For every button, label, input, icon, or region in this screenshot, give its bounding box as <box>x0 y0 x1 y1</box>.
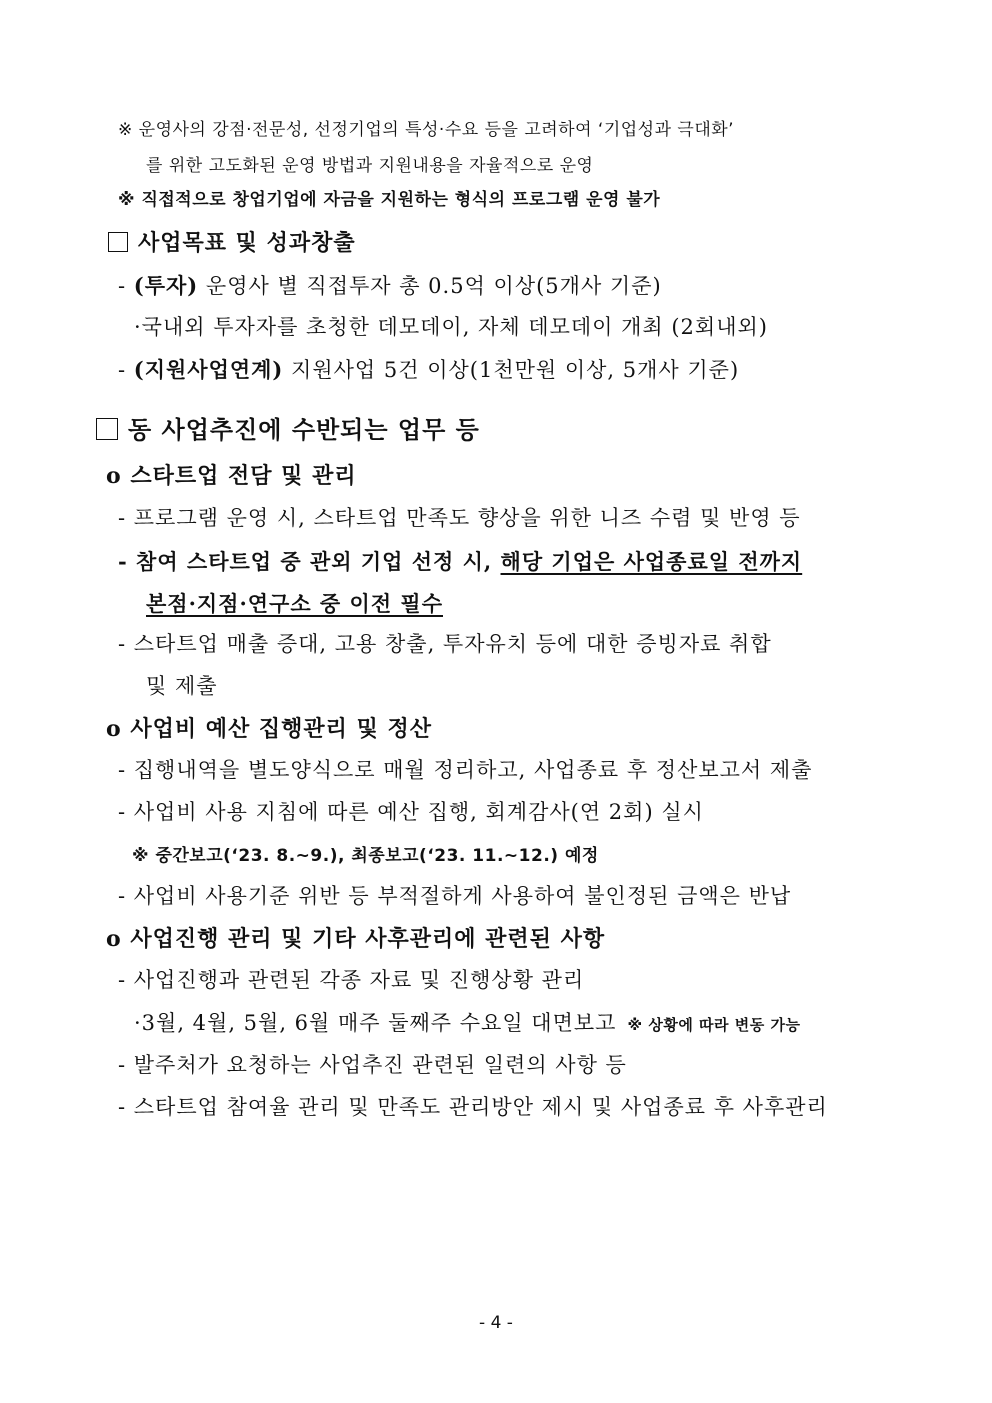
checkbox-square-icon <box>96 418 118 440</box>
weekly-report-note: ※ 상황에 따라 변동 가능 <box>627 1016 801 1034</box>
section-tasks-title: 동 사업추진에 수반되는 업무 등 <box>128 415 480 444</box>
group-c-item-aftercare: - 스타트업 참여율 관리 및 만족도 관리방안 제시 및 사업종료 후 사후관리 <box>118 1095 828 1119</box>
group-progress-title: o 사업진행 관리 및 기타 사후관리에 관련된 사항 <box>106 926 606 952</box>
goal-support-link-label: (지원사업연계) <box>133 357 284 382</box>
group-b-item-refund: - 사업비 사용기준 위반 등 부적절하게 사용하여 불인정된 금액은 반납 <box>118 884 792 908</box>
section-goals-heading <box>108 232 356 254</box>
dash: - <box>118 274 134 298</box>
group-b-item-audit: - 사업비 사용 지침에 따른 예산 집행, 회계감사(연 2회) 실시 <box>118 800 704 824</box>
weekly-report-text: ·3월, 4월, 5월, 6월 매주 둘째주 수요일 대면보고 <box>134 1011 617 1035</box>
group-budget-title: o 사업비 예산 집행관리 및 정산 <box>106 716 432 742</box>
group-a-item-evidence-line2: 및 제출 <box>146 674 218 698</box>
note-no-direct-funding: ※ 직접적으로 창업기업에 자금을 지원하는 형식의 프로그램 운영 불가 <box>118 190 661 210</box>
note-operation-autonomy-line2: 를 위한 고도화된 운영 방법과 지원내용을 자율적으로 운영 <box>146 156 594 176</box>
goal-investment-label: (투자) <box>133 273 199 298</box>
group-b-report-note: ※ 중간보고(‘23. 8.~9.), 최종보고(‘23. 11.~12.) 예정 <box>132 846 599 866</box>
group-a-item-needs: - 프로그램 운영 시, 스타트업 만족도 향상을 위한 니즈 수렴 및 반영 등 <box>118 506 801 530</box>
section-tasks-heading <box>96 415 480 444</box>
page-number: - 4 - <box>479 1313 513 1333</box>
checkbox-square-icon <box>108 232 128 252</box>
relocation-underlined: 해당 기업은 사업종료일 전까지 <box>500 549 803 574</box>
section-goals-title: 사업목표 및 성과창출 <box>138 230 356 256</box>
group-c-item-progress-sub <box>134 1013 800 1034</box>
group-c-item-progress: - 사업진행과 관련된 각종 자료 및 진행상황 관리 <box>118 968 585 992</box>
goal-investment-text: 운영사 별 직접투자 총 0.5억 이상(5개사 기준) <box>198 274 662 298</box>
note-operation-autonomy-line1: ※ 운영사의 강점·전문성, 선정기업의 특성·수요 등을 고려하여 ‘기업성과 극대화’ <box>118 120 735 140</box>
relocation-prefix: - 참여 스타트업 중 관외 기업 선정 시, <box>118 549 501 574</box>
group-a-item-relocation-line2: 본점·지점·연구소 중 이전 필수 <box>146 591 443 616</box>
group-b-item-monthly: - 집행내역을 별도양식으로 매월 정리하고, 사업종료 후 정산보고서 제출 <box>118 758 813 782</box>
goal-support-link-item <box>118 359 739 381</box>
goal-investment-subitem: ·국내외 투자자를 초청한 데모데이, 자체 데모데이 개최 (2회내외) <box>134 315 768 339</box>
group-startup-management-title: o 스타트업 전담 및 관리 <box>106 463 357 489</box>
goal-support-link-text: 지원사업 5건 이상(1천만원 이상, 5개사 기준) <box>283 358 740 382</box>
goal-investment-item <box>118 275 662 297</box>
group-a-item-evidence-line1: - 스타트업 매출 증대, 고용 창출, 투자유치 등에 대한 증빙자료 취합 <box>118 632 772 656</box>
dash: - <box>118 358 134 382</box>
group-c-item-requests: - 발주처가 요청하는 사업추진 관련된 일련의 사항 등 <box>118 1053 627 1077</box>
group-a-item-relocation <box>118 551 802 572</box>
